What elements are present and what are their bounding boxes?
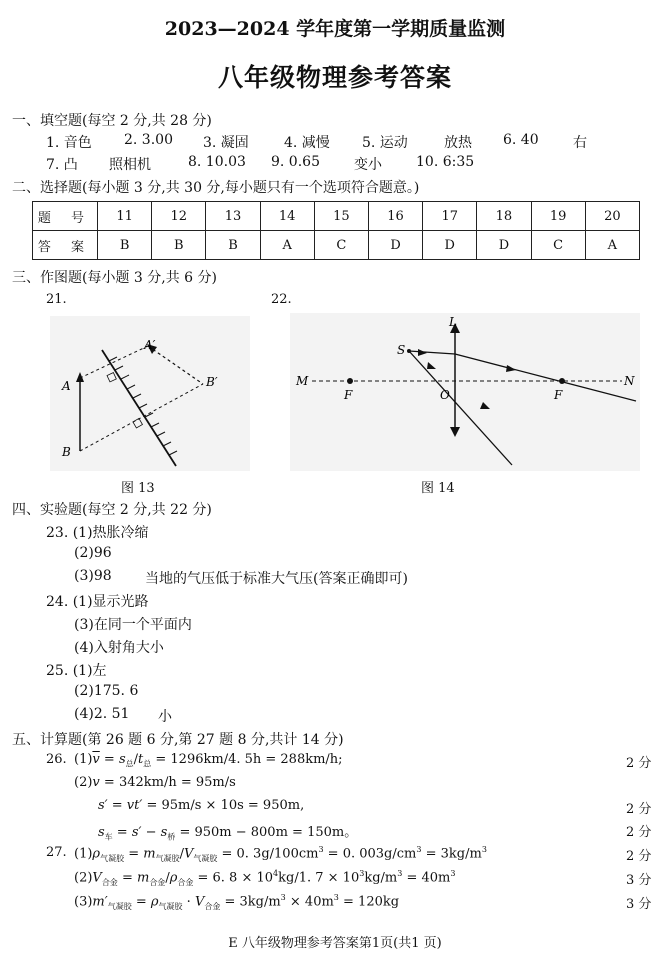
point-label: L: [449, 315, 457, 329]
answer-27-2: $(2)V_{合金} = m_{合金}/\rho_{合金} = 6$. $8 \times 10^4kg/1$. $7 \times 10^3kg/m^3 = 40m^3$: [74, 869, 456, 887]
answer-26-2b: s′ = vt′ = 95m/s × 10s = 950m,: [98, 798, 305, 813]
answer-27-3: $(3)m'_{气凝胶} = \rho_{气凝胶} \cdot V_{合金} = 3kg/m^3 \times 40m^3 = 120kg$: [74, 893, 400, 911]
page-title: 2023—2024 学年度第一学期质量监测: [164, 18, 506, 40]
question-26-number: 26.: [46, 752, 67, 767]
table-cell: D: [368, 231, 422, 260]
table-cell: 11: [98, 202, 152, 231]
answer-27-1: $(1)\rho_{气凝胶} = m_{气凝胶}/V_{气凝胶} = 0$. $3g/100cm^3 = 0$. $003g/cm^3 = 3kg/m^3$: [74, 845, 487, 863]
section2-heading: 二、选择题(每小题 3 分,共 30 分,每小题只有一个选项符合题意。): [12, 180, 420, 196]
section5-heading: 五、计算题(第 26 题 6 分,第 27 题 8 分,共计 14 分): [12, 732, 344, 748]
table-cell: A: [585, 231, 639, 260]
answer-25-1: 25. (1)左: [46, 663, 107, 679]
score-label: 3 分: [626, 873, 652, 888]
answer-5b: 放热: [444, 135, 472, 151]
question-22-label: 22.: [271, 292, 292, 307]
row-label-answer: 答 案: [33, 231, 98, 260]
page-footer: E 八年级物理参考答案第1页(共1 页): [228, 936, 442, 951]
point-label: B′: [206, 375, 218, 389]
figure-14-caption: 图 14: [421, 481, 455, 496]
point-label: O: [440, 388, 450, 402]
table-cell: 15: [314, 202, 368, 231]
point-label: N: [624, 374, 635, 388]
question-27-number: 27.: [46, 845, 67, 860]
answer-9: 9. 0.65: [271, 154, 320, 170]
answer-25-4b: 小: [158, 709, 172, 725]
choice-answer-table: [32, 201, 640, 260]
answer-8: 8. 10.03: [188, 154, 246, 170]
table-cell: 20: [585, 202, 639, 231]
answer-26-1: $(1)\overline{v} = s_总/t_总 = 1296km/4$. 5h = 288km/h;: [74, 752, 343, 769]
figure-background: [290, 313, 640, 471]
answer-10: 10. 6:35: [416, 154, 475, 170]
point-label: S: [397, 343, 406, 357]
answer-25-2: (2)175. 6: [74, 683, 139, 699]
table-row: [33, 202, 640, 231]
section4-heading: 四、实验题(每空 2 分,共 22 分): [12, 502, 212, 518]
table-cell: 12: [152, 202, 206, 231]
table-cell: 17: [423, 202, 477, 231]
table-row: [33, 231, 640, 260]
point-label: F: [554, 388, 563, 402]
answer-26-2: (2)v = 342km/h = 95m/s: [74, 775, 236, 790]
answer-25-4: (4)2. 51: [74, 706, 130, 722]
table-cell: 19: [531, 202, 585, 231]
score-label: 2 分: [626, 802, 652, 817]
table-cell: B: [206, 231, 260, 260]
table-cell: D: [423, 231, 477, 260]
figure-13-caption: 图 13: [121, 481, 155, 496]
focal-point: [347, 378, 353, 384]
page-subtitle: 八年级物理参考答案: [217, 63, 452, 92]
answer-5: 5. 运动: [362, 135, 408, 151]
answer-24-3: (3)在同一个平面内: [74, 617, 192, 633]
answer-2: 2. 3.00: [124, 132, 173, 148]
source-point: [407, 349, 411, 353]
table-cell: B: [152, 231, 206, 260]
answer-23-2: (2)96: [74, 545, 112, 561]
point-label: F: [344, 388, 353, 402]
table-cell: C: [314, 231, 368, 260]
answer-7: 7. 凸: [46, 157, 78, 173]
score-label: 3 分: [626, 897, 652, 912]
answer-24-4: (4)入射角大小: [74, 640, 164, 656]
figure-13: [50, 316, 250, 471]
score-label: 2 分: [626, 849, 652, 864]
answer-1: 1. 音色: [46, 135, 92, 151]
answer-3: 3. 凝固: [203, 135, 249, 151]
point-label: M: [296, 374, 309, 388]
answer-23-3-note: 当地的气压低于标准大气压(答案正确即可): [145, 571, 408, 587]
table-cell: 13: [206, 202, 260, 231]
section1-heading: 一、填空题(每空 2 分,共 28 分): [12, 113, 212, 129]
figure-14: [290, 313, 640, 471]
answer-7b: 照相机: [109, 157, 151, 173]
row-label-number: 题 号: [33, 202, 98, 231]
table-cell: 16: [368, 202, 422, 231]
answer-26-2c: $s_车 = s' - s_桥 = 950m - 800m = 150m$。: [98, 825, 358, 842]
section3-heading: 三、作图题(每小题 3 分,共 6 分): [12, 270, 217, 286]
table-cell: 14: [260, 202, 314, 231]
table-cell: C: [531, 231, 585, 260]
table-cell: A: [260, 231, 314, 260]
answer-24-1: 24. (1)显示光路: [46, 594, 149, 610]
score-label: 2 分: [626, 825, 652, 840]
point-label: B: [62, 445, 71, 459]
table-cell: B: [98, 231, 152, 260]
answer-23-3: (3)98: [74, 568, 112, 584]
point-label: A′: [144, 338, 156, 352]
table-cell: D: [477, 231, 531, 260]
answer-6: 6. 40: [503, 132, 539, 148]
answer-4: 4. 减慢: [284, 135, 330, 151]
table-cell: 18: [477, 202, 531, 231]
question-21-label: 21.: [46, 292, 67, 307]
point-label: A: [62, 379, 71, 393]
answer-23-1: 23. (1)热胀冷缩: [46, 525, 149, 541]
answer-9b: 变小: [354, 157, 382, 173]
answer-6b: 右: [573, 135, 587, 151]
score-label: 2 分: [626, 756, 652, 771]
